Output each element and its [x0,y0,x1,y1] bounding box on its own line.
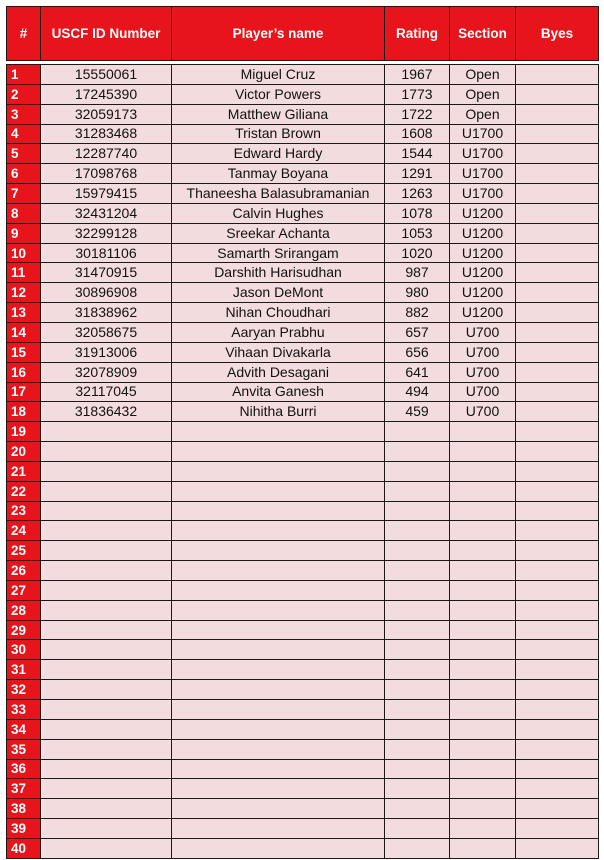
table-row [7,561,599,581]
section-cell [450,521,516,541]
byes-cell [516,104,599,124]
table-row [7,303,599,323]
section-cell [450,620,516,640]
row-number: 37 [7,779,41,799]
uscf-id-cell: 31836432 [41,402,172,422]
rating-cell: 1773 [385,84,450,104]
rating-cell [385,700,450,720]
uscf-id-cell [41,422,172,442]
byes-cell [516,402,599,422]
uscf-id-cell [41,640,172,660]
player-roster-table [6,6,599,859]
byes-cell [516,759,599,779]
row-number: 2 [7,84,41,104]
rating-cell [385,501,450,521]
uscf-id-cell: 12287740 [41,144,172,164]
player-name-cell [172,620,385,640]
rating-cell: 1291 [385,164,450,184]
uscf-id-cell [41,600,172,620]
byes-cell [516,719,599,739]
uscf-id-cell [41,660,172,680]
rating-cell: 657 [385,322,450,342]
byes-cell [516,362,599,382]
byes-cell [516,442,599,462]
player-name-cell [172,461,385,481]
rating-cell: 656 [385,342,450,362]
player-name-cell: Miguel Cruz [172,65,385,85]
player-name-cell: Advith Desagani [172,362,385,382]
row-number: 24 [7,521,41,541]
byes-cell [516,680,599,700]
row-number: 6 [7,164,41,184]
byes-cell [516,580,599,600]
row-number: 3 [7,104,41,124]
row-number: 15 [7,342,41,362]
table-row [7,144,599,164]
player-name-cell: Edward Hardy [172,144,385,164]
row-number: 20 [7,442,41,462]
uscf-id-cell [41,700,172,720]
section-cell [450,799,516,819]
row-number: 12 [7,283,41,303]
player-name-cell: Thaneesha Balasubramanian [172,184,385,204]
section-cell: U700 [450,322,516,342]
rating-cell: 1544 [385,144,450,164]
uscf-id-cell [41,719,172,739]
table-row [7,243,599,263]
rating-cell [385,739,450,759]
player-name-cell [172,541,385,561]
table-row [7,442,599,462]
byes-cell [516,223,599,243]
uscf-id-cell [41,838,172,858]
byes-cell [516,838,599,858]
section-cell: U1200 [450,303,516,323]
uscf-id-cell [41,680,172,700]
byes-cell [516,521,599,541]
table-row [7,680,599,700]
section-cell [450,561,516,581]
rating-cell [385,600,450,620]
rating-cell: 1608 [385,124,450,144]
section-cell: U1700 [450,124,516,144]
byes-cell [516,124,599,144]
player-name-cell: Darshith Harisudhan [172,263,385,283]
player-name-cell: Nihitha Burri [172,402,385,422]
section-cell: U1700 [450,184,516,204]
rating-cell: 1020 [385,243,450,263]
byes-cell [516,561,599,581]
section-cell: Open [450,84,516,104]
row-number: 39 [7,819,41,839]
table-row [7,422,599,442]
rating-cell [385,660,450,680]
byes-cell [516,283,599,303]
section-cell [450,422,516,442]
row-number: 30 [7,640,41,660]
row-number: 27 [7,580,41,600]
uscf-id-cell: 32299128 [41,223,172,243]
byes-cell [516,501,599,521]
section-cell [450,541,516,561]
player-name-cell: Matthew Giliana [172,104,385,124]
player-name-cell: Jason DeMont [172,283,385,303]
byes-cell [516,541,599,561]
byes-cell [516,203,599,223]
uscf-id-cell: 32058675 [41,322,172,342]
player-name-cell [172,600,385,620]
byes-cell [516,342,599,362]
row-number: 10 [7,243,41,263]
section-cell [450,600,516,620]
byes-cell [516,620,599,640]
byes-cell [516,144,599,164]
byes-cell [516,660,599,680]
player-name-cell [172,442,385,462]
table-row [7,501,599,521]
row-number: 38 [7,799,41,819]
section-cell [450,481,516,501]
byes-cell [516,739,599,759]
row-number: 32 [7,680,41,700]
row-number: 11 [7,263,41,283]
rating-cell [385,422,450,442]
rating-cell [385,759,450,779]
player-name-cell [172,561,385,581]
table-row [7,263,599,283]
row-number: 23 [7,501,41,521]
player-name-cell [172,719,385,739]
section-cell [450,442,516,462]
section-cell: U1200 [450,243,516,263]
player-name-cell [172,501,385,521]
player-name-cell [172,422,385,442]
section-cell: U1200 [450,203,516,223]
row-number: 26 [7,561,41,581]
section-cell [450,739,516,759]
section-cell [450,501,516,521]
table-row [7,580,599,600]
rating-cell [385,521,450,541]
rating-cell [385,442,450,462]
section-cell [450,779,516,799]
section-cell: U700 [450,402,516,422]
row-number: 7 [7,184,41,204]
row-number: 28 [7,600,41,620]
byes-cell [516,65,599,85]
row-number: 14 [7,322,41,342]
column-header-player-name: Player’s name [172,7,385,61]
uscf-id-cell [41,799,172,819]
section-cell: U1200 [450,263,516,283]
byes-cell [516,819,599,839]
row-number: 1 [7,65,41,85]
rating-cell [385,580,450,600]
table-row [7,739,599,759]
uscf-id-cell [41,561,172,581]
uscf-id-cell: 17245390 [41,84,172,104]
column-header-number: # [7,7,41,61]
table-row [7,600,599,620]
player-name-cell [172,799,385,819]
uscf-id-cell: 32059173 [41,104,172,124]
table-row [7,640,599,660]
player-name-cell: Anvita Ganesh [172,382,385,402]
section-cell [450,759,516,779]
uscf-id-cell [41,501,172,521]
section-cell: U1700 [450,144,516,164]
uscf-id-cell: 32117045 [41,382,172,402]
section-cell: U1200 [450,223,516,243]
table-row [7,719,599,739]
table-row [7,382,599,402]
row-number: 22 [7,481,41,501]
byes-cell [516,84,599,104]
rating-cell: 987 [385,263,450,283]
rating-cell: 641 [385,362,450,382]
rating-cell [385,819,450,839]
section-cell [450,680,516,700]
row-number: 19 [7,422,41,442]
player-name-cell: Tristan Brown [172,124,385,144]
player-name-cell [172,680,385,700]
player-name-cell [172,700,385,720]
table-row [7,84,599,104]
uscf-id-cell: 17098768 [41,164,172,184]
byes-cell [516,263,599,283]
rating-cell [385,719,450,739]
table-row [7,164,599,184]
table-row [7,481,599,501]
table-row [7,521,599,541]
rating-cell [385,799,450,819]
table-row [7,620,599,640]
table-row [7,283,599,303]
row-number: 35 [7,739,41,759]
table-row [7,660,599,680]
player-name-cell [172,739,385,759]
row-number: 36 [7,759,41,779]
row-number: 29 [7,620,41,640]
uscf-id-cell [41,521,172,541]
section-cell: U700 [450,382,516,402]
uscf-id-cell [41,541,172,561]
player-name-cell [172,819,385,839]
header-row [7,7,599,61]
section-cell [450,640,516,660]
byes-cell [516,164,599,184]
row-number: 25 [7,541,41,561]
rating-cell [385,680,450,700]
rating-cell [385,640,450,660]
row-number: 9 [7,223,41,243]
row-number: 18 [7,402,41,422]
table-row [7,700,599,720]
section-cell: U1200 [450,283,516,303]
section-cell [450,719,516,739]
player-name-cell: Samarth Srirangam [172,243,385,263]
uscf-id-cell: 31470915 [41,263,172,283]
byes-cell [516,799,599,819]
uscf-id-cell: 15979415 [41,184,172,204]
player-name-cell: Vihaan Divakarla [172,342,385,362]
byes-cell [516,184,599,204]
player-name-cell: Aaryan Prabhu [172,322,385,342]
uscf-id-cell [41,620,172,640]
section-cell [450,660,516,680]
table-row [7,362,599,382]
table-row [7,819,599,839]
player-name-cell [172,660,385,680]
uscf-id-cell [41,580,172,600]
row-number: 40 [7,838,41,858]
uscf-id-cell [41,442,172,462]
row-number: 13 [7,303,41,323]
uscf-id-cell [41,739,172,759]
rating-cell: 980 [385,283,450,303]
byes-cell [516,322,599,342]
player-name-cell: Calvin Hughes [172,203,385,223]
rating-cell: 1263 [385,184,450,204]
uscf-id-cell: 31913006 [41,342,172,362]
byes-cell [516,481,599,501]
table-row [7,104,599,124]
table-row [7,402,599,422]
uscf-id-cell [41,481,172,501]
row-number: 4 [7,124,41,144]
rating-cell: 1053 [385,223,450,243]
byes-cell [516,461,599,481]
uscf-id-cell [41,461,172,481]
section-cell: U700 [450,342,516,362]
table-row [7,223,599,243]
byes-cell [516,422,599,442]
rating-cell [385,620,450,640]
player-name-cell [172,640,385,660]
table-row [7,759,599,779]
uscf-id-cell: 32078909 [41,362,172,382]
rating-cell: 494 [385,382,450,402]
column-header-section: Section [450,7,516,61]
row-number: 31 [7,660,41,680]
section-cell: Open [450,65,516,85]
section-cell: Open [450,104,516,124]
section-cell [450,819,516,839]
row-number: 21 [7,461,41,481]
rating-cell [385,481,450,501]
rating-cell [385,779,450,799]
table-row [7,322,599,342]
player-name-cell [172,759,385,779]
rating-cell [385,461,450,481]
rating-cell: 459 [385,402,450,422]
rating-cell [385,838,450,858]
table-row [7,65,599,85]
table-row [7,541,599,561]
player-name-cell: Sreekar Achanta [172,223,385,243]
section-cell: U700 [450,362,516,382]
rating-cell: 1722 [385,104,450,124]
row-number: 34 [7,719,41,739]
rating-cell [385,561,450,581]
byes-cell [516,640,599,660]
table-row [7,203,599,223]
uscf-id-cell: 30896908 [41,283,172,303]
table-row [7,779,599,799]
uscf-id-cell [41,759,172,779]
table-row [7,124,599,144]
section-cell [450,461,516,481]
uscf-id-cell: 15550061 [41,65,172,85]
section-cell [450,838,516,858]
rating-cell: 882 [385,303,450,323]
rating-cell: 1967 [385,65,450,85]
row-number: 33 [7,700,41,720]
player-name-cell [172,481,385,501]
player-name-cell [172,521,385,541]
column-header-uscf-id: USCF ID Number [41,7,172,61]
table-row [7,838,599,858]
row-number: 8 [7,203,41,223]
table-row [7,342,599,362]
rating-cell: 1078 [385,203,450,223]
byes-cell [516,382,599,402]
player-name-cell: Nihan Choudhari [172,303,385,323]
table-row [7,184,599,204]
player-name-cell [172,779,385,799]
player-name-cell [172,838,385,858]
uscf-id-cell [41,819,172,839]
uscf-id-cell: 32431204 [41,203,172,223]
section-cell [450,580,516,600]
uscf-id-cell [41,779,172,799]
byes-cell [516,303,599,323]
byes-cell [516,779,599,799]
byes-cell [516,600,599,620]
table-row [7,461,599,481]
player-name-cell: Tanmay Boyana [172,164,385,184]
column-header-rating: Rating [385,7,450,61]
byes-cell [516,700,599,720]
uscf-id-cell: 31838962 [41,303,172,323]
player-name-cell: Victor Powers [172,84,385,104]
byes-cell [516,243,599,263]
row-number: 5 [7,144,41,164]
player-name-cell [172,580,385,600]
section-cell: U1700 [450,164,516,184]
roster-body [7,61,599,859]
uscf-id-cell: 30181106 [41,243,172,263]
rating-cell [385,541,450,561]
section-cell [450,700,516,720]
column-header-byes: Byes [516,7,599,61]
table-row [7,799,599,819]
row-number: 17 [7,382,41,402]
row-number: 16 [7,362,41,382]
uscf-id-cell: 31283468 [41,124,172,144]
